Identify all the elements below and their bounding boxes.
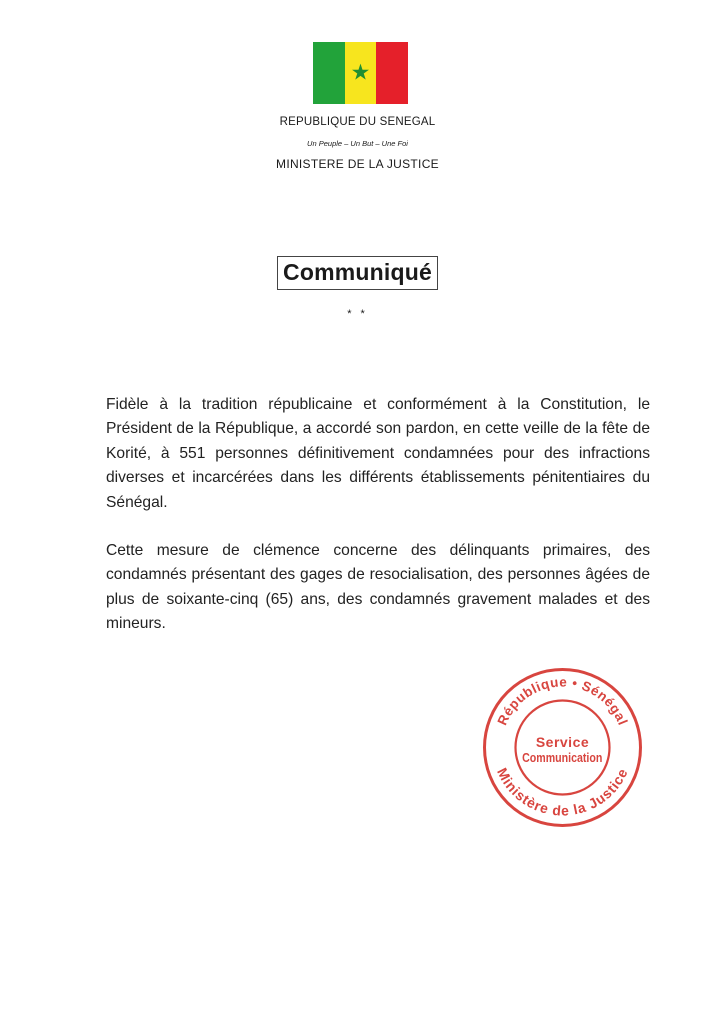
official-stamp <box>480 665 645 830</box>
flag-yellow-band <box>345 42 377 104</box>
stamp-ring-bottom-text: Ministère de la Justice <box>494 765 631 819</box>
document-title: Communiqué <box>277 256 438 290</box>
ministry-name: MINISTERE DE LA JUSTICE <box>276 157 439 171</box>
title-separator: * * <box>347 308 368 320</box>
body-paragraph-1: Fidèle à la tradition républicaine et conformément à la Constitution, le Président de la République, a accordé son pardon, en cette veille de la fête de Korité, à 551 personnes définitivement condamnées pour des infractions diverses et incarcérées dans les différents établissements pénitentiaires du Sénégal. <box>106 395 650 511</box>
flag-green-band <box>313 42 345 104</box>
flag-red-band <box>376 42 408 104</box>
stamp-center <box>480 665 645 830</box>
stamp-ring-top-text: République • Sénégal <box>494 674 631 728</box>
national-motto: Un Peuple – Un But – Une Foi <box>307 139 408 148</box>
republic-name: REPUBLIQUE DU SENEGAL <box>279 116 436 128</box>
flag-star-icon: ★ <box>350 59 371 85</box>
stamp-communication-text: Communication <box>522 751 603 765</box>
title-wrapper <box>0 256 715 290</box>
body-paragraph-2: Cette mesure de clémence concerne des délinquants primaires, des condamnés présentant des gages de resocialisation, des personnes âgées de plus de soixante-cinq (65) ans, des condamnés gravement malades et des mineurs. <box>106 541 650 633</box>
stamp-service-text: Service <box>535 734 590 750</box>
senegal-flag-icon <box>313 42 408 104</box>
